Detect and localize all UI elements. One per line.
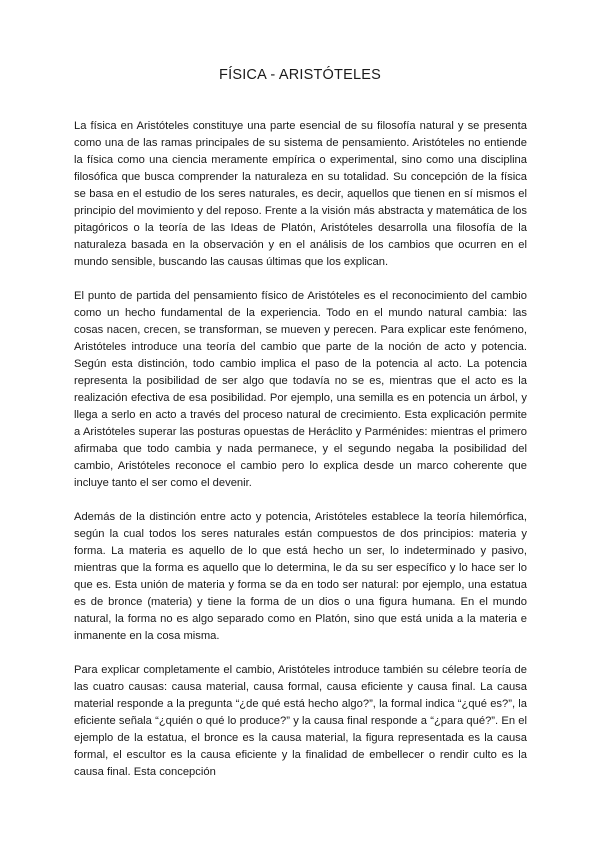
paragraph-cuatro-causas: Para explicar completamente el cambio, Aristóteles introduce también su célebre teoría de las cuatro causas: causa material, causa formal, causa eficiente y causa final. La causa material responde a la pregunta “¿de qué está hecho algo?”, la formal indica “¿qué es?”, la eficiente señala “¿quién o qué lo produce?” y la causa final responde a “¿para qué?”. En el ejemplo de la estatua, el bronce es la causa material, la figura representada es la causa formal, el escultor es la causa eficiente y la finalidad de embellecer o rendir culto es la causa final. Esta concepción — [74, 664, 527, 778]
document-body — [74, 118, 527, 798]
page-title: FÍSICA - ARISTÓTELES — [219, 67, 381, 83]
paragraph-hilemorfismo: Además de la distinción entre acto y potencia, Aristóteles establece la teoría hilemórfica, según la cual todos los seres naturales están compuestos de dos principios: materia y forma. La materia es aquello de lo que está hecho un ser, lo indeterminado y pasivo, mientras que la forma es aquello que lo determina, le da su ser específico y lo hace ser lo que es. Esta unión de materia y forma se da en todo ser natural: por ejemplo, una estatua es de bronce (materia) y tiene la forma de un dios o una figura humana. En el mundo natural, la forma no es algo separado como en Platón, sino que está unida a la materia e inmanente en la cosa misma. — [74, 511, 527, 642]
paragraph-acto-potencia: El punto de partida del pensamiento físico de Aristóteles es el reconocimiento del cambio como un hecho fundamental de la experiencia. Todo en el mundo natural cambia: las cosas nacen, crecen, se transforman, se mueven y perecen. Para explicar este fenómeno, Aristóteles introduce una teoría del cambio que parte de la noción de acto y potencia. Según esta distinción, todo cambio implica el paso de la potencia al acto. La potencia representa la posibilidad de ser algo que todavía no se es, mientras que el acto es la realización efectiva de esa posibilidad. Por ejemplo, una semilla es en potencia un árbol, y llega a serlo en acto a través del proceso natural de crecimiento. Esta explicación permite a Aristóteles superar las posturas opuestas de Heráclito y Parménides: mientras el primero afirmaba que todo cambia y nada permanece, y el segundo negaba la posibilidad del cambio, Aristóteles reconoce el cambio pero lo explica desde un marco coherente que incluye tanto el ser como el devenir. — [74, 290, 527, 489]
paragraph-intro: La física en Aristóteles constituye una parte esencial de su filosofía natural y se presenta como una de las ramas principales de su sistema de pensamiento. Aristóteles no entiende la física como una ciencia meramente empírica o experimental, sino como una disciplina filosófica que busca comprender la naturaleza en su totalidad. Su concepción de la física se basa en el estudio de los seres naturales, es decir, aquellos que tienen en sí mismos el principio del movimiento y del reposo. Frente a la visión más abstracta y matemática de los pitagóricos o la teoría de las Ideas de Platón, Aristóteles desarrolla una filosofía de la naturaleza basada en la observación y en el análisis de los cambios que ocurren en el mundo sensible, buscando las causas últimas que los explican. — [74, 120, 527, 268]
